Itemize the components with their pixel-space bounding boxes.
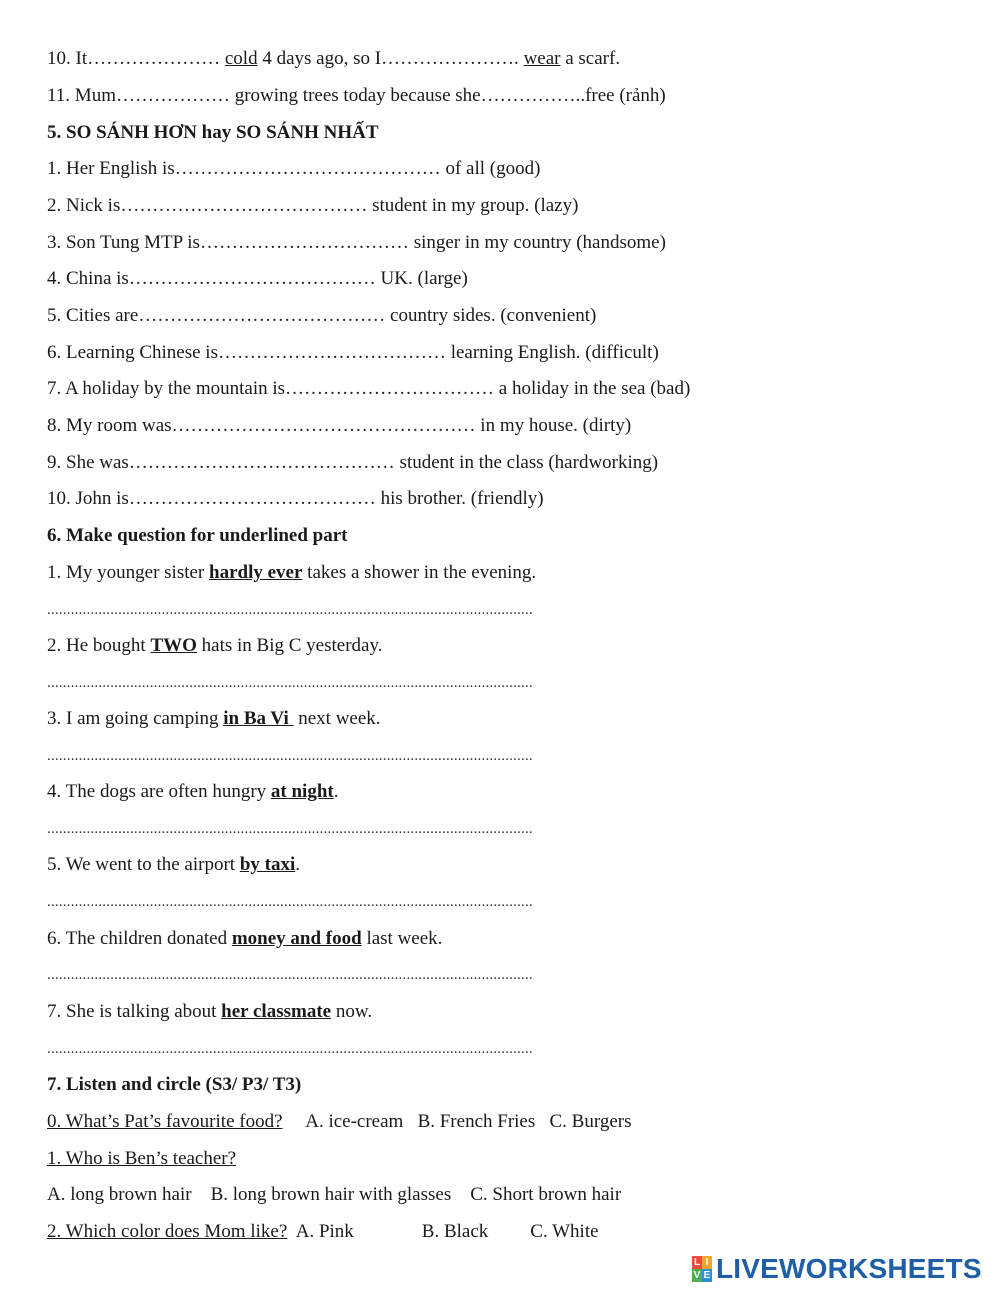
q7-1: 1. Who is Ben’s teacher? (47, 1148, 237, 1169)
q6-2: 2. He bought TWO hats in Big C yesterday. (47, 635, 383, 656)
q6-6: 6. The children donated money and food last week. (47, 928, 443, 949)
q4-11: 11. Mum……………… growing trees today because she……………..free (rảnh) (47, 85, 666, 106)
q5-2: 2. Nick is………………………………… student in my group. (lazy) (47, 195, 579, 216)
answer-line-4[interactable]: ........................................................................................................................... (47, 821, 533, 837)
q4-10: 10. It………………… cold 4 days ago, so I…………………. wear a scarf. (47, 48, 621, 69)
q6-4: 4. The dogs are often hungry at night. (47, 781, 339, 802)
q5-5: 5. Cities are………………………………… country sides. (convenient) (47, 305, 597, 326)
q6-3: 3. I am going camping in Ba Vi next week. (47, 708, 381, 729)
q7-1-options[interactable]: A. long brown hair B. long brown hair with glasses C. Short brown hair (47, 1184, 622, 1205)
q5-6: 6. Learning Chinese is……………………………… learning English. (difficult) (47, 342, 659, 363)
q7-0: 0. What’s Pat’s favourite food? A. ice-cream B. French Fries C. Burgers (47, 1111, 632, 1132)
q5-3: 3. Son Tung MTP is…………………………… singer in my country (handsome) (47, 232, 666, 253)
q7-2: 2. Which color does Mom like? A. Pink B. Black C. White (47, 1221, 599, 1242)
section-7-title: 7. Listen and circle (S3/ P3/ T3) (47, 1074, 302, 1095)
logo-text: LIVEWORKSHEETS (716, 1253, 982, 1284)
q7-2-option-c[interactable]: C. White (530, 1221, 599, 1242)
logo-mark-icon: L I V E (693, 1257, 711, 1281)
liveworksheets-logo (692, 1254, 982, 1284)
q5-1: 1. Her English is…………………………………… of all (good) (47, 158, 541, 179)
q6-1: 1. My younger sister hardly ever takes a shower in the evening. (47, 562, 537, 583)
answer-line-3[interactable]: ........................................................................................................................... (47, 748, 533, 764)
q5-9: 9. She was…………………………………… student in the class (hardworking) (47, 452, 659, 473)
q5-4: 4. China is………………………………… UK. (large) (47, 268, 468, 289)
q5-8: 8. My room was………………………………………… in my house. (dirty) (47, 415, 632, 436)
q7-2-option-a[interactable]: A. Pink (295, 1221, 354, 1242)
q6-7: 7. She is talking about her classmate now. (47, 1001, 373, 1022)
section-5-title: 5. SO SÁNH HƠN hay SO SÁNH NHẤT (47, 122, 379, 143)
q6-5: 5. We went to the airport by taxi. (47, 854, 301, 875)
answer-line-1[interactable]: ........................................................................................................................... (47, 602, 533, 618)
answer-line-7[interactable]: ........................................................................................................................... (47, 1041, 533, 1057)
q5-10: 10. John is………………………………… his brother. (friendly) (47, 488, 544, 509)
q7-0-options[interactable]: A. ice-cream B. French Fries C. Burgers (305, 1111, 632, 1132)
answer-line-2[interactable]: ........................................................................................................................... (47, 675, 533, 691)
answer-line-5[interactable]: ........................................................................................................................... (47, 894, 533, 910)
q7-2-option-b[interactable]: B. Black (421, 1221, 489, 1242)
q5-7: 7. A holiday by the mountain is…………………………… a holiday in the sea (bad) (47, 378, 691, 399)
answer-line-6[interactable]: ........................................................................................................................... (47, 967, 533, 983)
section-6-title: 6. Make question for underlined part (47, 525, 348, 546)
